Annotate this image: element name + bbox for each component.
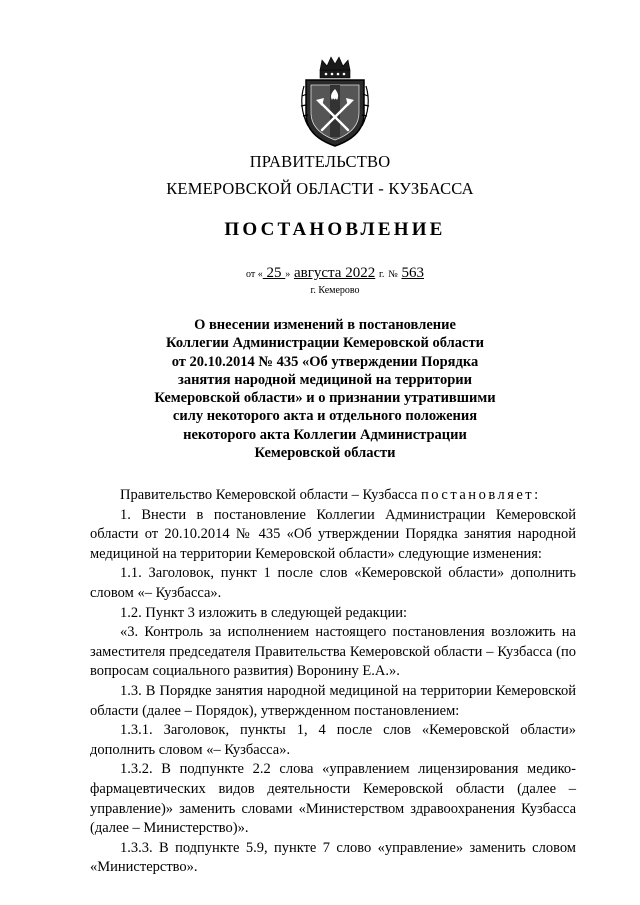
body-paragraph: 1.1. Заголовок, пункт 1 после слов «Кемеровской области» дополнить словом «– Кузбасса». [90,565,576,601]
body-paragraph: «3. Контроль за исполнением настоящего постановления возложить на заместителя председателя Правительства Кемеровской области – Кузбасса (по вопросам социального развития) Воронину Е.А.». [90,624,576,680]
city-label: г. Кемерово [310,285,360,296]
body-paragraph: 1.3. В Порядке занятия народной медициной на территории Кемеровской области (далее – Порядок), утвержденном постановлением: [90,682,576,719]
heading-line: Кемеровской области [254,445,396,462]
heading-line: занятия народной медициной на территории [178,371,472,388]
heading-line: Коллегии Администрации Кемеровской области [166,335,484,352]
resolution-heading [150,316,500,462]
coat-of-arms-icon [296,56,374,148]
heading-line: некоторого акта Коллегии Администрации [183,426,467,443]
government-name-line2: КЕМЕРОВСКОЙ ОБЛАСТИ - КУЗБАССА [166,179,474,198]
date-number-line [0,265,640,282]
body-paragraph: 1.3.2. В подпункте 2.2 слова «управлением лицензирования медико-фармацевтических видов деятельности Кемеровской области (далее – управление)» заменить словами «Министерством здравоохранения Кузбасса (далее – Министерство)». [90,761,576,837]
date-day: 25 [266,265,282,281]
date-year-suffix: г. [378,269,385,280]
heading-line: от 20.10.2014 № 435 «Об утверждении Порядка [171,353,479,370]
date-from-label: от « [246,269,263,280]
body-paragraph: 1. Внести в постановление Коллегии Администрации Кемеровской области от 20.10.2014 № 435 «Об утверждении Порядка занятия народной медициной на территории Кемеровской области» следующие изменения: [90,506,576,562]
body-paragraph: 1.2. Пункт 3 изложить в следующей редакции: [120,604,408,621]
heading-line: О внесении изменений в постановление [194,317,456,333]
preamble-paragraph: Правительство Кемеровской области – Кузбасса постановляет: [120,487,541,503]
heading-line: силу некоторого акта и отдельного положения [172,408,478,425]
document-title: ПОСТАНОВЛЕНИЕ [224,219,446,240]
body-paragraph: 1.3.1. Заголовок, пункты 1, 4 после слов «Кемеровской области» дополнить словом «– Кузбасса». [90,722,576,758]
number-label: № [388,269,398,280]
resolution-body [90,486,576,878]
document-number: 563 [401,265,424,281]
body-paragraph: 1.3.3. В подпункте 5.9, пункте 7 слово «управление» заменить словом «Министерство». [90,839,576,876]
date-month-year: августа 2022 [294,265,376,281]
date-close-quote: » [285,269,291,280]
government-name-line1: ПРАВИТЕЛЬСТВО [249,152,391,171]
heading-line: Кемеровской области» и о признании утратившими [154,390,496,407]
